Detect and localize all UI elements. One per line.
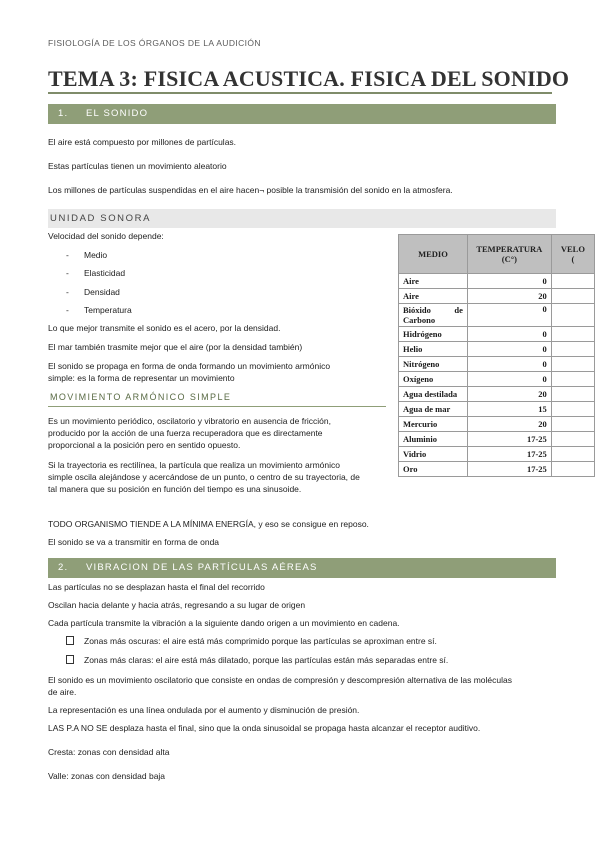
paragraph: Los millones de partículas suspendidas en el aire hacen¬ posible la transmisión del sonido en la atmosfera. bbox=[48, 185, 453, 195]
cell-medio: Agua de mar bbox=[399, 402, 468, 417]
emphasis-caps: TODO ORGANISMO TIENDE A LA MÍNIMA ENERGÍA bbox=[48, 519, 254, 529]
list-item-text: Temperatura bbox=[84, 305, 132, 315]
section-heading-vibracion bbox=[48, 558, 556, 578]
table-row bbox=[399, 357, 595, 372]
cell-temperatura: 17-25 bbox=[467, 462, 551, 477]
paragraph: Valle: zonas con densidad baja bbox=[48, 771, 166, 781]
list-item-text: Medio bbox=[84, 250, 108, 260]
cell-temperatura: 20 bbox=[467, 387, 551, 402]
paragraph: Estas partículas tienen un movimiento aleatorio bbox=[48, 161, 227, 171]
table-header-row bbox=[399, 235, 595, 274]
cell-medio: Oro bbox=[399, 462, 468, 477]
column-header-label: MEDIO bbox=[418, 249, 448, 259]
list-item bbox=[66, 655, 448, 665]
table-row bbox=[399, 432, 595, 447]
paragraph: El mar también trasmite mejor que el aire (por la densidad también) bbox=[48, 342, 303, 352]
bullet-dash: - bbox=[66, 268, 69, 278]
paragraph-line: simple: es la forma de representar un movimiento bbox=[48, 373, 235, 383]
cell-temperatura: 15 bbox=[467, 402, 551, 417]
cell-medio: Hidrógeno bbox=[399, 327, 468, 342]
cell-velocidad bbox=[551, 327, 594, 342]
section-label: VIBRACION DE LAS PARTÍCULAS AÉREAS bbox=[86, 562, 318, 573]
table-row bbox=[399, 372, 595, 387]
cell-medio: Oxígeno bbox=[399, 372, 468, 387]
cell-velocidad bbox=[551, 304, 594, 327]
sound-speed-table-container bbox=[398, 234, 595, 490]
list-item bbox=[66, 636, 437, 646]
cell-temperatura: 20 bbox=[467, 417, 551, 432]
cell-medio: Bióxido de Carbono bbox=[399, 304, 468, 327]
subheading-label: MOVIMIENTO ARMÓNICO SIMPLE bbox=[50, 392, 232, 402]
cell-velocidad bbox=[551, 447, 594, 462]
paragraph-line: simple oscila alejándose y acercándose de un punto, o centro de su trayectoria, de bbox=[48, 472, 360, 482]
column-header-label: TEMPERATURA bbox=[476, 244, 543, 254]
square-bullet-icon bbox=[66, 655, 74, 664]
table-row bbox=[399, 447, 595, 462]
paragraph-line: tal manera que su posición en función del tiempo es una sinusoide. bbox=[48, 484, 302, 494]
list-item bbox=[66, 268, 125, 278]
paragraph-line: proporcional a la posición pero en sentido opuesto. bbox=[48, 440, 241, 450]
page-title: TEMA 3: FISICA ACUSTICA. FISICA DEL SONIDO bbox=[48, 66, 570, 91]
cell-temperatura: 0 bbox=[467, 304, 551, 327]
subheading-unidad-sonora bbox=[48, 209, 556, 228]
square-bullet-icon bbox=[66, 636, 74, 645]
paragraph-line: de aire. bbox=[48, 687, 77, 697]
cell-medio: Aire bbox=[399, 274, 468, 289]
cell-temperatura: 20 bbox=[467, 289, 551, 304]
cell-velocidad bbox=[551, 417, 594, 432]
cell-medio: Aire bbox=[399, 289, 468, 304]
running-header: FISIOLOGÍA DE LOS ÓRGANOS DE LA AUDICIÓN bbox=[48, 38, 261, 48]
sound-speed-table bbox=[398, 234, 595, 477]
cell-velocidad bbox=[551, 357, 594, 372]
paragraph-line: El sonido se propaga en forma de onda formando un movimiento armónico bbox=[48, 361, 331, 371]
cell-temperatura: 0 bbox=[467, 327, 551, 342]
paragraph: El sonido se va a transmitir en forma de onda bbox=[48, 537, 220, 547]
subheading-movimiento-armonico bbox=[48, 389, 386, 407]
cell-temperatura: 0 bbox=[467, 357, 551, 372]
table-row bbox=[399, 387, 595, 402]
paragraph: Cada partícula transmite la vibración a la siguiente dando origen a un movimiento en cadena. bbox=[48, 618, 400, 628]
table-row bbox=[399, 462, 595, 477]
list-item-text: Elasticidad bbox=[84, 268, 126, 278]
cell-velocidad bbox=[551, 462, 594, 477]
paragraph bbox=[48, 518, 369, 531]
table-row bbox=[399, 274, 595, 289]
bullet-dash: - bbox=[66, 287, 69, 297]
cell-velocidad bbox=[551, 274, 594, 289]
column-header-unit: (C°) bbox=[501, 254, 517, 264]
column-header-temperatura bbox=[467, 235, 551, 274]
section-label: EL SONIDO bbox=[86, 108, 149, 119]
column-header-velocidad bbox=[551, 235, 594, 274]
cell-velocidad bbox=[551, 432, 594, 447]
cell-temperatura: 17-25 bbox=[467, 432, 551, 447]
paragraph-line: Es un movimiento periódico, oscilatorio y vibratorio en ausencia de fricción, bbox=[48, 416, 331, 426]
cell-medio: Nitrógeno bbox=[399, 357, 468, 372]
bullet-dash: - bbox=[66, 250, 69, 260]
paragraph: Cresta: zonas con densidad alta bbox=[48, 747, 170, 757]
list-item-text: Zonas más oscuras: el aire está más comprimido porque las partículas se aproximan entre sí. bbox=[84, 636, 437, 646]
paragraph: La representación es una línea ondulada por el aumento y disminución de presión. bbox=[48, 705, 360, 715]
paragraph-line: Si la trayectoria es rectilínea, la partícula que realiza un movimiento armónico bbox=[48, 460, 340, 470]
table-row bbox=[399, 289, 595, 304]
cell-temperatura: 0 bbox=[467, 342, 551, 357]
cell-medio: Mercurio bbox=[399, 417, 468, 432]
column-header-unit: ( bbox=[571, 254, 575, 264]
cell-velocidad bbox=[551, 342, 594, 357]
table-row bbox=[399, 417, 595, 432]
table-row bbox=[399, 342, 595, 357]
table-row bbox=[399, 304, 595, 327]
cell-medio: Aluminio bbox=[399, 432, 468, 447]
cell-velocidad bbox=[551, 387, 594, 402]
title-divider bbox=[48, 92, 552, 94]
cell-medio: Helio bbox=[399, 342, 468, 357]
cell-velocidad bbox=[551, 402, 594, 417]
cell-temperatura: 0 bbox=[467, 372, 551, 387]
list-item bbox=[66, 250, 107, 260]
bullet-dash: - bbox=[66, 305, 69, 315]
paragraph: LAS P.A NO SE desplaza hasta el final, sino que la onda sinusoidal se propaga hasta alcanzar el receptor auditivo. bbox=[48, 723, 481, 733]
list-item-text: Zonas más claras: el aire está más dilatado, porque las partículas están más separadas entre sí. bbox=[84, 655, 449, 665]
paragraph: El aire está compuesto por millones de partículas. bbox=[48, 137, 237, 147]
paragraph: Velocidad del sonido depende: bbox=[48, 231, 164, 241]
cell-medio: Vidrio bbox=[399, 447, 468, 462]
paragraph-line: El sonido es un movimiento oscilatorio que consiste en ondas de compresión y descompresión alternativa de las moléculas bbox=[48, 675, 512, 685]
cell-temperatura: 0 bbox=[467, 274, 551, 289]
paragraph: Las partículas no se desplazan hasta el final del recorrido bbox=[48, 582, 265, 592]
section-number: 1. bbox=[58, 108, 69, 119]
list-item-text: Densidad bbox=[84, 287, 120, 297]
paragraph-line: producido por la acción de una fuerza recuperadora que es directamente bbox=[48, 428, 323, 438]
subheading-label: UNIDAD SONORA bbox=[50, 213, 152, 224]
paragraph: Oscilan hacia delante y hacia atrás, regresando a su lugar de origen bbox=[48, 600, 306, 610]
cell-temperatura: 17-25 bbox=[467, 447, 551, 462]
cell-velocidad bbox=[551, 289, 594, 304]
list-item bbox=[66, 287, 120, 297]
cell-velocidad bbox=[551, 372, 594, 387]
paragraph-text: , y eso se consigue en reposo. bbox=[253, 519, 369, 529]
column-header-label: VELO bbox=[560, 244, 585, 254]
cell-medio: Agua destilada bbox=[399, 387, 468, 402]
section-number: 2. bbox=[58, 562, 69, 573]
section-heading-el-sonido bbox=[48, 104, 556, 124]
table-row bbox=[399, 402, 595, 417]
paragraph: Lo que mejor transmite el sonido es el acero, por la densidad. bbox=[48, 323, 281, 333]
table-row bbox=[399, 327, 595, 342]
column-header-medio bbox=[399, 235, 468, 274]
list-item bbox=[66, 305, 132, 315]
